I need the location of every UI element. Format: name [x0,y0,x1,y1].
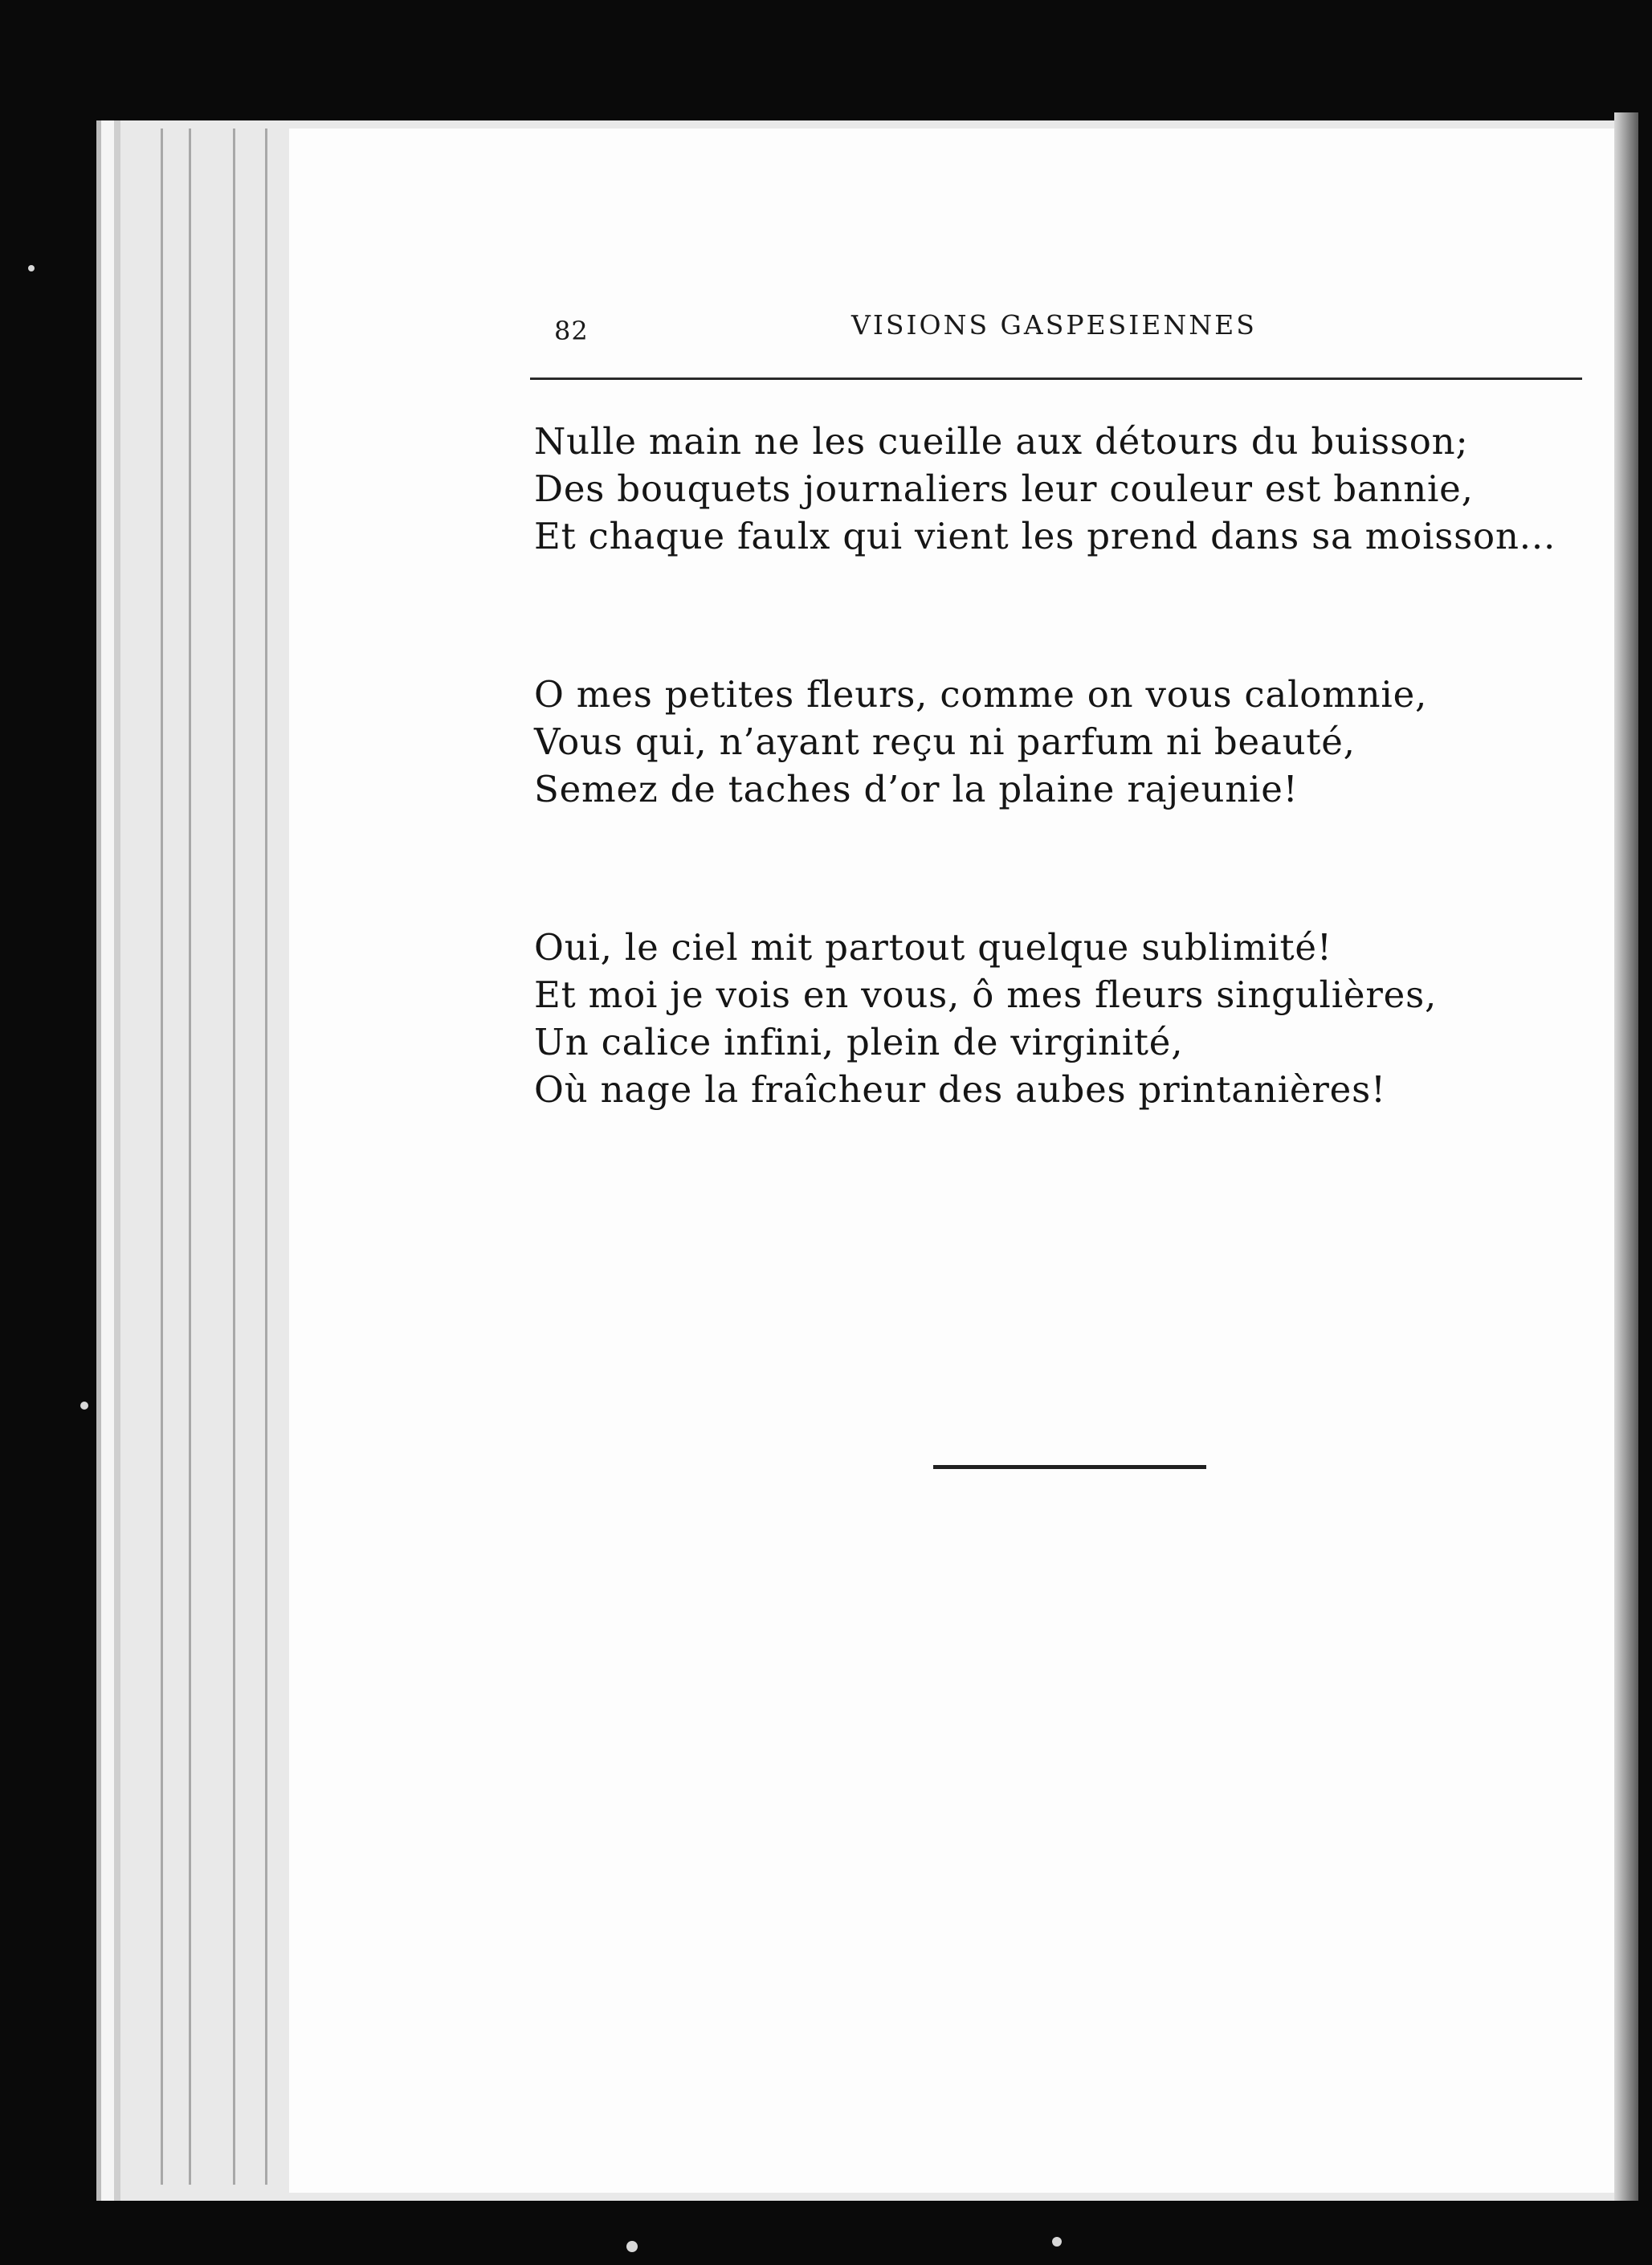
running-title: VISIONS GASPESIENNES [851,309,1257,341]
stanza [534,924,1610,1113]
page-gutter-shadow [1614,112,1638,2201]
running-header [530,309,1582,365]
scan-speck [28,265,35,271]
page-edge-line [161,129,163,2185]
verse-line: Des bouquets journaliers leur couleur est bannie, [534,467,1474,510]
page-number: 82 [554,316,589,346]
page-edge-line [233,129,235,2185]
verse-line: Et chaque faulx qui vient les prend dans sa moisson... [534,515,1556,557]
verse-line: Où nage la fraîcheur des aubes printanières! [534,1068,1386,1111]
verse-line: Nulle main ne les cueille aux détours du buisson; [534,420,1469,463]
poem [534,418,1610,1224]
scan-speck [1052,2237,1062,2247]
verse-line: Vous qui, n’ayant reçu ni parfum ni beauté, [534,720,1356,763]
stanza [534,671,1610,813]
verse-line: Semez de taches d’or la plaine rajeunie! [534,768,1299,810]
end-ornament-rule [933,1465,1206,1469]
verse-line: Et moi je vois en vous, ô mes fleurs singulières, [534,973,1438,1016]
scan-speck [626,2241,638,2252]
verse-line: Oui, le ciel mit partout quelque sublimité! [534,926,1332,969]
stanza [534,418,1610,560]
header-rule [530,378,1582,380]
scan-speck [80,1402,88,1410]
page-edge-line [265,129,267,2185]
page-edge-line [189,129,191,2185]
verse-line: Un calice infini, plein de virginité, [534,1021,1184,1063]
verse-line: O mes petites fleurs, comme on vous calomnie, [534,673,1428,716]
